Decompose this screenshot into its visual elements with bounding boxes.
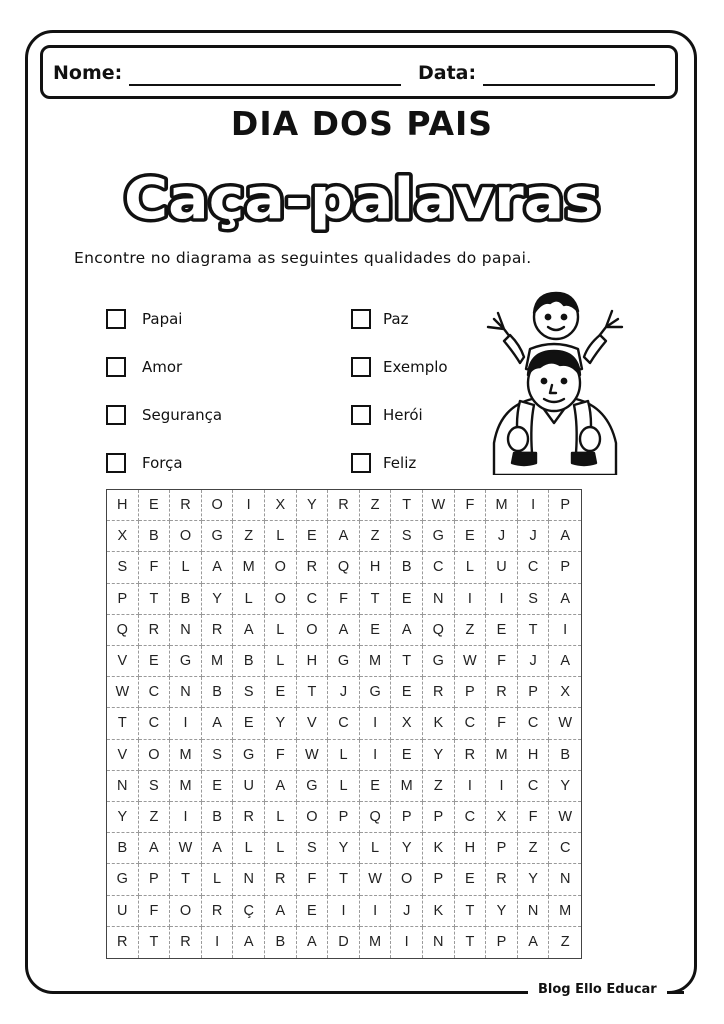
grid-cell[interactable]: C [518,552,550,583]
grid-cell[interactable]: R [486,677,518,708]
grid-cell[interactable]: C [328,708,360,739]
grid-cell[interactable]: C [518,708,550,739]
grid-cell[interactable]: J [328,677,360,708]
grid-cell[interactable]: Y [518,864,550,895]
grid-cell[interactable]: L [265,521,297,552]
grid-cell[interactable]: O [265,552,297,583]
grid-cell[interactable]: G [297,771,329,802]
grid-cell[interactable]: D [328,927,360,958]
grid-cell[interactable]: Q [423,615,455,646]
grid-cell[interactable]: J [518,646,550,677]
grid-cell[interactable]: W [297,740,329,771]
grid-cell[interactable]: M [486,490,518,521]
grid-cell[interactable]: I [233,490,265,521]
grid-cell[interactable]: V [107,646,139,677]
grid-cell[interactable]: T [107,708,139,739]
grid-cell[interactable]: B [107,833,139,864]
grid-cell[interactable]: A [233,615,265,646]
grid-cell[interactable]: F [297,864,329,895]
grid-cell[interactable]: Y [328,833,360,864]
grid-cell[interactable]: O [297,802,329,833]
grid-cell[interactable]: I [202,927,234,958]
word-paz: Paz [383,310,409,328]
grid-cell[interactable]: C [455,708,487,739]
checkbox-seguranca[interactable] [106,405,126,425]
grid-cell[interactable]: B [549,740,581,771]
grid-cell[interactable]: T [170,864,202,895]
grid-cell[interactable]: Q [360,802,392,833]
word-search-title [60,158,664,238]
grid-cell[interactable]: M [486,740,518,771]
grid-cell[interactable]: R [455,740,487,771]
grid-cell[interactable]: S [233,677,265,708]
grid-cell[interactable]: R [139,615,171,646]
word-forca: Força [142,454,183,472]
grid-cell[interactable]: B [202,802,234,833]
grid-cell[interactable]: R [170,490,202,521]
grid-cell[interactable]: R [423,677,455,708]
grid-cell[interactable]: W [549,802,581,833]
grid-cell[interactable]: E [297,521,329,552]
grid-cell[interactable]: P [139,864,171,895]
grid-cell[interactable]: E [139,490,171,521]
grid-cell[interactable]: S [107,552,139,583]
grid-cell[interactable]: R [107,927,139,958]
grid-cell[interactable]: I [360,740,392,771]
grid-cell[interactable]: H [107,490,139,521]
grid-cell[interactable]: Y [423,740,455,771]
grid-cell[interactable]: T [518,615,550,646]
grid-cell[interactable]: E [486,615,518,646]
grid-cell[interactable]: M [391,771,423,802]
grid-cell[interactable]: L [202,864,234,895]
grid-cell[interactable]: L [455,552,487,583]
grid-cell[interactable]: E [360,771,392,802]
grid-cell[interactable]: X [391,708,423,739]
grid-cell[interactable]: P [549,552,581,583]
grid-cell[interactable]: Y [391,833,423,864]
grid-cell[interactable]: J [486,521,518,552]
checkbox-papai[interactable] [106,309,126,329]
grid-cell[interactable]: A [265,771,297,802]
grid-cell[interactable]: Z [423,771,455,802]
footer-credit: Blog Ello Educar [528,982,667,997]
grid-cell[interactable]: F [518,802,550,833]
grid-cell[interactable]: B [202,677,234,708]
grid-cell[interactable]: S [139,771,171,802]
checkbox-heroi[interactable] [351,405,371,425]
grid-cell[interactable]: P [423,864,455,895]
grid-cell[interactable]: T [455,927,487,958]
grid-cell[interactable]: N [549,864,581,895]
grid-cell[interactable]: H [297,646,329,677]
grid-cell[interactable]: G [328,646,360,677]
grid-cell[interactable]: Z [139,802,171,833]
grid-cell[interactable]: G [423,646,455,677]
name-label: Nome: [53,62,123,84]
grid-cell[interactable]: I [170,802,202,833]
grid-cell[interactable]: A [549,521,581,552]
grid-cell[interactable]: F [265,740,297,771]
grid-cell[interactable]: W [455,646,487,677]
grid-cell[interactable]: X [107,521,139,552]
grid-cell[interactable]: I [486,771,518,802]
grid-cell[interactable]: A [202,833,234,864]
grid-cell[interactable]: N [233,864,265,895]
grid-cell[interactable]: O [297,615,329,646]
grid-cell[interactable]: P [455,677,487,708]
grid-cell[interactable]: Y [202,584,234,615]
grid-cell[interactable]: N [170,615,202,646]
grid-cell[interactable]: R [328,490,360,521]
grid-cell[interactable]: Y [107,802,139,833]
name-date-box [40,45,678,99]
grid-cell[interactable]: F [139,896,171,927]
grid-cell[interactable]: Y [486,896,518,927]
grid-cell[interactable]: M [360,646,392,677]
grid-cell[interactable]: B [170,584,202,615]
grid-cell[interactable]: L [233,584,265,615]
grid-cell[interactable]: T [455,896,487,927]
word-search-grid [106,489,582,959]
grid-cell[interactable]: Z [560,934,570,951]
grid-cell[interactable]: I [455,771,487,802]
grid-cell[interactable]: C [423,552,455,583]
grid-cell[interactable]: G [360,677,392,708]
date-label: Data: [418,62,477,84]
grid-cell[interactable]: N [423,584,455,615]
grid-cell[interactable]: Q [328,552,360,583]
grid-cell[interactable]: B [139,521,171,552]
grid-cell[interactable]: A [233,927,265,958]
grid-cell[interactable]: O [139,740,171,771]
grid-cell[interactable]: T [391,490,423,521]
grid-cell[interactable]: T [297,677,329,708]
grid-cell[interactable]: G [170,646,202,677]
grid-cell[interactable]: V [297,708,329,739]
grid-cell[interactable]: C [518,771,550,802]
grid-cell[interactable]: A [202,552,234,583]
grid-cell[interactable]: L [265,802,297,833]
grid-cell[interactable]: S [202,740,234,771]
grid-cell[interactable]: F [455,490,487,521]
grid-cell[interactable]: C [455,802,487,833]
grid-cell[interactable]: M [170,771,202,802]
grid-cell[interactable]: A [328,615,360,646]
grid-cell[interactable]: N [170,677,202,708]
grid-cell[interactable]: E [391,584,423,615]
checkbox-paz[interactable] [351,309,371,329]
grid-cell[interactable]: O [391,864,423,895]
grid-cell[interactable]: I [328,896,360,927]
grid-cell[interactable]: W [423,490,455,521]
grid-cell[interactable]: L [233,833,265,864]
grid-cell[interactable]: R [265,864,297,895]
grid-cell[interactable]: K [423,896,455,927]
checkbox-feliz[interactable] [351,453,371,473]
grid-cell[interactable]: E [455,521,487,552]
grid-cell[interactable]: K [423,708,455,739]
grid-cell[interactable]: Ç [233,896,265,927]
grid-cell[interactable]: L [265,833,297,864]
grid-cell[interactable]: E [202,771,234,802]
grid-cell[interactable]: L [265,615,297,646]
word-seguranca: Segurança [142,406,223,424]
grid-cell[interactable]: Z [518,833,550,864]
word-papai: Papai [142,310,183,328]
grid-cell[interactable]: G [107,864,139,895]
grid-cell[interactable]: E [233,708,265,739]
grid-cell[interactable]: L [360,833,392,864]
grid-cell[interactable]: B [265,927,297,958]
grid-cell[interactable]: P [486,833,518,864]
grid-cell[interactable]: O [170,896,202,927]
grid-cell[interactable]: B [391,552,423,583]
grid-cell[interactable]: L [265,646,297,677]
grid-cell[interactable]: I [170,708,202,739]
grid-cell[interactable]: P [486,927,518,958]
grid-cell[interactable]: A [328,521,360,552]
grid-cell[interactable]: Z [360,521,392,552]
grid-cell[interactable]: H [518,740,550,771]
grid-cell[interactable]: X [265,490,297,521]
grid-cell[interactable]: J [518,521,550,552]
date-field[interactable] [483,84,655,86]
father-child-illustration-icon [474,283,634,475]
grid-cell[interactable]: F [328,584,360,615]
grid-cell[interactable]: S [391,521,423,552]
grid-cell[interactable]: A [297,927,329,958]
grid-cell[interactable]: F [486,646,518,677]
grid-cell[interactable]: Y [265,708,297,739]
checkbox-forca[interactable] [106,453,126,473]
grid-cell[interactable]: V [107,740,139,771]
grid-cell[interactable]: M [233,552,265,583]
grid-cell[interactable]: Y [297,490,329,521]
grid-cell[interactable]: P [391,802,423,833]
grid-cell[interactable]: G [233,740,265,771]
grid-cell[interactable]: W [170,833,202,864]
grid-cell[interactable]: R [297,552,329,583]
grid-cell[interactable]: M [360,927,392,958]
word-amor: Amor [142,358,183,376]
grid-cell[interactable]: A [518,927,550,958]
grid-cell[interactable]: M [202,646,234,677]
grid-cell[interactable]: I [486,584,518,615]
grid-cell[interactable]: E [297,896,329,927]
grid-cell[interactable]: G [202,521,234,552]
grid-cell[interactable]: H [360,552,392,583]
grid-cell[interactable]: I [549,615,581,646]
grid-cell[interactable]: F [486,708,518,739]
grid-cell[interactable]: T [360,584,392,615]
grid-cell[interactable]: L [328,771,360,802]
grid-cell[interactable]: R [170,927,202,958]
grid-cell[interactable]: M [549,896,581,927]
grid-cell[interactable]: C [549,833,581,864]
name-field[interactable] [129,84,401,86]
grid-cell[interactable]: I [391,927,423,958]
grid-cell[interactable]: E [360,615,392,646]
grid-cell[interactable]: X [486,802,518,833]
grid-cell[interactable]: T [391,646,423,677]
grid-cell[interactable]: N [423,927,455,958]
grid-cell[interactable]: S [518,584,550,615]
grid-cell[interactable]: W [360,864,392,895]
grid-cell[interactable]: Q [107,615,139,646]
grid-cell[interactable]: P [518,677,550,708]
word-exemplo: Exemplo [383,358,448,376]
grid-cell[interactable]: R [202,896,234,927]
grid-cell[interactable]: A [265,896,297,927]
grid-cell[interactable]: C [139,677,171,708]
grid-cell[interactable]: S [297,833,329,864]
grid-cell[interactable]: P [549,490,581,521]
grid-cell[interactable]: O [170,521,202,552]
grid-cell[interactable]: U [486,552,518,583]
grid-cell[interactable]: R [202,615,234,646]
instructions: Encontre no diagrama as seguintes qualidades do papai. [74,249,532,267]
grid-cell[interactable]: P [107,584,139,615]
grid-cell[interactable]: G [423,521,455,552]
grid-cell[interactable]: R [486,864,518,895]
checkbox-exemplo[interactable] [351,357,371,377]
grid-cell[interactable]: L [170,552,202,583]
grid-cell[interactable]: I [360,896,392,927]
grid-cell[interactable]: J [391,896,423,927]
grid-cell[interactable]: Z [455,615,487,646]
word-feliz: Feliz [383,454,417,472]
grid-cell[interactable]: H [455,833,487,864]
grid-cell[interactable]: E [139,646,171,677]
word-heroi: Herói [383,406,423,424]
grid-cell[interactable]: X [549,677,581,708]
grid-cell[interactable]: N [518,896,550,927]
grid-cell[interactable]: A [391,615,423,646]
grid-cell[interactable]: A [549,584,581,615]
grid-cell[interactable]: C [297,584,329,615]
grid-cell[interactable]: E [391,740,423,771]
grid-cell[interactable]: L [328,740,360,771]
grid-cell[interactable]: O [202,490,234,521]
grid-cell[interactable]: W [549,708,581,739]
grid-cell[interactable]: E [391,677,423,708]
grid-cell[interactable]: F [139,552,171,583]
grid-cell[interactable]: Y [549,771,581,802]
grid-cell[interactable]: Z [360,490,392,521]
grid-cell[interactable]: A [549,646,581,677]
grid-cell[interactable]: K [423,833,455,864]
grid-cell[interactable]: R [233,802,265,833]
grid-cell[interactable]: M [170,740,202,771]
grid-cell[interactable]: T [139,584,171,615]
grid-cell[interactable]: A [202,708,234,739]
grid-cell[interactable]: N [107,771,139,802]
grid-cell[interactable]: P [328,802,360,833]
grid-cell[interactable]: E [455,864,487,895]
grid-cell[interactable]: W [107,677,139,708]
checkbox-amor[interactable] [106,357,126,377]
grid-cell[interactable]: P [423,802,455,833]
grid-cell[interactable]: B [233,646,265,677]
page-title: DIA DOS PAIS [230,104,494,143]
grid-cell[interactable]: T [328,864,360,895]
grid-cell[interactable]: C [139,708,171,739]
grid-cell[interactable]: O [265,584,297,615]
grid-cell[interactable]: T [139,927,171,958]
word-search-title-text: Caça-palavras [124,167,600,232]
grid-cell[interactable]: A [139,833,171,864]
grid-cell[interactable]: I [360,708,392,739]
grid-cell[interactable]: I [518,490,550,521]
grid-cell[interactable]: U [233,771,265,802]
grid-cell[interactable]: E [265,677,297,708]
grid-cell[interactable]: U [107,896,139,927]
grid-cell[interactable]: I [455,584,487,615]
grid-cell[interactable]: Z [233,521,265,552]
